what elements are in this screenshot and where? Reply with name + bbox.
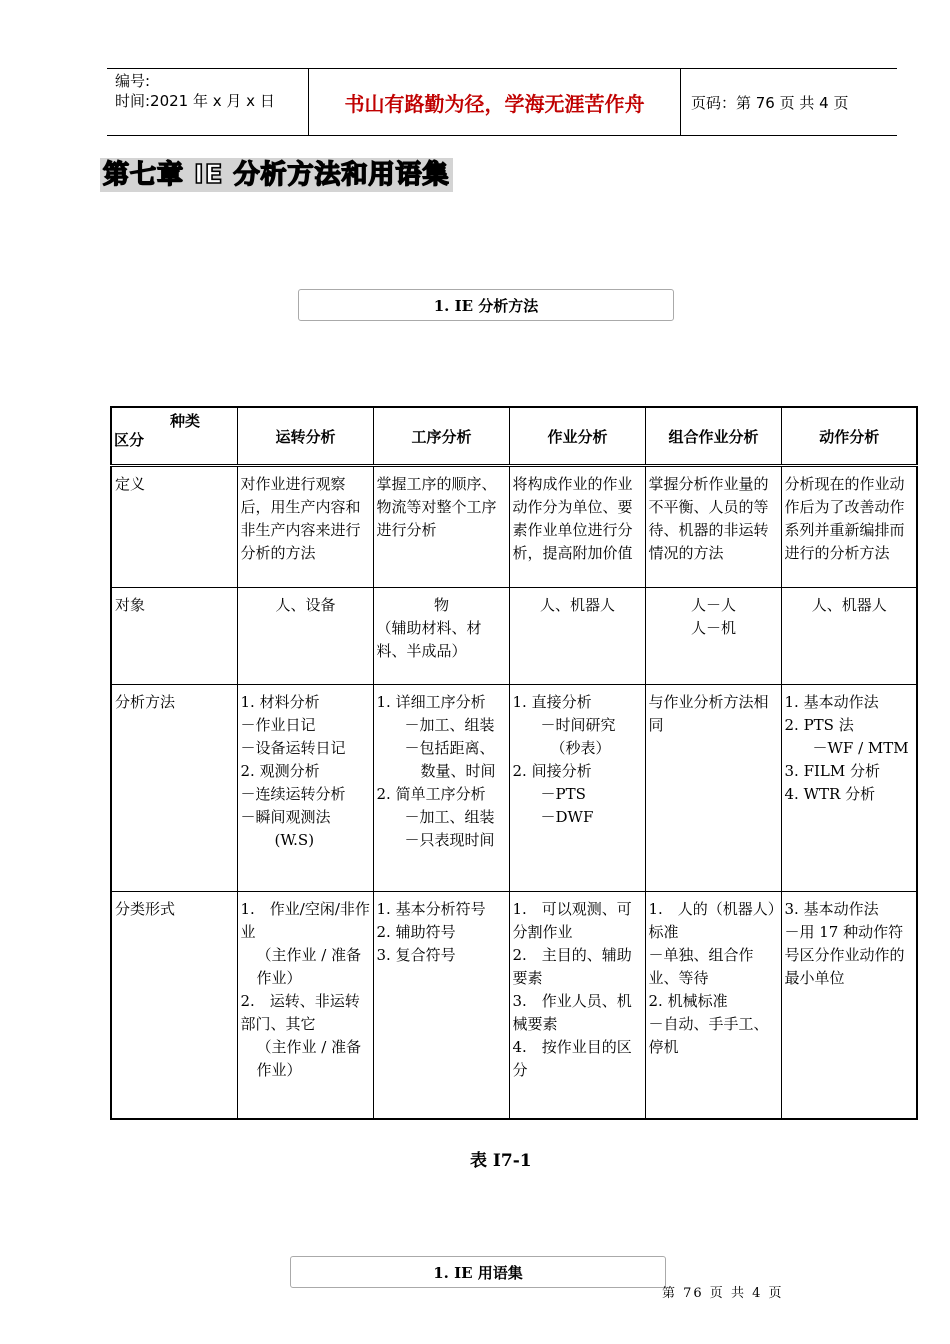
- table-cell: [373, 684, 509, 891]
- column-header: 运转分析: [237, 407, 373, 465]
- cell-line: 1. 可以观测、可分割作业: [512, 899, 632, 941]
- cell-line: －加工、组装: [404, 715, 495, 734]
- cell-line: 人－机: [690, 618, 736, 637]
- cell-line: 物: [433, 595, 449, 614]
- table-cell: [373, 587, 509, 684]
- page-header: [107, 68, 897, 136]
- table-header-row: [111, 407, 917, 465]
- column-header: 工序分析: [373, 407, 509, 465]
- table-cell: [509, 891, 645, 1119]
- table-cell: [645, 891, 781, 1119]
- cell-line: －单独、组合作业、等待: [648, 945, 754, 987]
- section-heading-analysis-methods: 1. IE 分析方法: [298, 289, 674, 321]
- cell-line: －瞬间观测法: [240, 807, 331, 826]
- cell-line: －只表现时间: [404, 830, 495, 849]
- table-cell: 掌握分析作业量的不平衡、人员的等待、机器的非运转情况的方法: [645, 465, 781, 587]
- cell-line: 数量、时间: [420, 761, 496, 780]
- corner-bottom-label: 区分: [114, 430, 145, 449]
- cell-line: 3. FILM 分析: [784, 761, 881, 780]
- cell-line: 2. 观测分析: [240, 761, 320, 780]
- cell-line: 2. 运转、非运转部门、其它: [240, 991, 360, 1033]
- chapter-title: 第七章 IE 分析方法和用语集: [100, 158, 453, 192]
- cell-line: 1. 材料分析: [240, 692, 320, 711]
- cell-line: －DWF: [540, 807, 594, 826]
- column-header: 作业分析: [509, 407, 645, 465]
- table-row-method: [111, 684, 917, 891]
- table-cell: 人、机器人: [509, 587, 645, 684]
- cell-line: （主作业 / 准备作业）: [256, 945, 362, 987]
- cell-line: 1. 作业/空闲/非作业: [240, 899, 370, 941]
- table-cell: [237, 891, 373, 1119]
- cell-line: －PTS: [540, 784, 586, 803]
- table-cell: 人、机器人: [781, 587, 917, 684]
- cell-line: (W.S): [274, 830, 315, 849]
- cell-line: （辅助材料、材料、半成品）: [376, 618, 482, 660]
- cell-line: 1. 直接分析: [512, 692, 592, 711]
- cell-line: （主作业 / 准备作业）: [256, 1037, 362, 1079]
- header-motto: 书山有路勤为径，学海无涯苦作舟: [309, 69, 681, 135]
- cell-line: －设备运转日记: [240, 738, 346, 757]
- column-header: 动作分析: [781, 407, 917, 465]
- cell-line: －作业日记: [240, 715, 316, 734]
- cell-line: 1. 详细工序分析: [376, 692, 486, 711]
- table-caption: 表 I7-1: [470, 1151, 532, 1171]
- table-cell: [373, 891, 509, 1119]
- header-meta: [107, 69, 309, 135]
- cell-line: 1. 人的（机器人）标准: [648, 899, 776, 941]
- cell-line: 2. 辅助符号: [376, 922, 456, 941]
- table-cell: [645, 587, 781, 684]
- cell-line: 2. PTS 法: [784, 715, 854, 734]
- ie-analysis-table: [110, 406, 918, 1120]
- table-cell: 与作业分析方法相同: [645, 684, 781, 891]
- cell-line: －包括距离、: [404, 738, 495, 757]
- table-cell: [781, 891, 917, 1119]
- cell-line: －自动、手手工、停机: [648, 1014, 769, 1056]
- section-heading-ie-glossary: 1. IE 用语集: [290, 1256, 666, 1288]
- cell-line: －用 17 种动作符号区分作业动作的最小单位: [784, 922, 905, 987]
- cell-line: 2. 主目的、辅助要素: [512, 945, 632, 987]
- table-cell: 将构成作业的作业动作分为单位、要素作业单位进行分析，提高附加价值: [509, 465, 645, 587]
- page-footer: 第 76 页 共 4 页: [662, 1286, 784, 1301]
- cell-line: －时间研究: [540, 715, 616, 734]
- cell-line: 2. 机械标准: [648, 991, 728, 1010]
- cell-line: －连续运转分析: [240, 784, 346, 803]
- corner-top-label: 种类: [170, 412, 201, 430]
- cell-line: 3. 复合符号: [376, 945, 456, 964]
- cell-line: 3. 作业人员、机械要素: [512, 991, 632, 1033]
- row-label: 分析方法: [111, 684, 237, 891]
- table-cell: 分析现在的作业动作后为了改善动作系列并重新编排而进行的分析方法: [781, 465, 917, 587]
- row-label: 分类形式: [111, 891, 237, 1119]
- cell-line: 人－人: [690, 595, 736, 614]
- cell-line: 1. 基本分析符号: [376, 899, 486, 918]
- table-cell: [237, 684, 373, 891]
- cell-line: 2. 简单工序分析: [376, 784, 486, 803]
- table-row-object: [111, 587, 917, 684]
- table-corner-cell: [111, 407, 237, 465]
- cell-line: 4. 按作业目的区分: [512, 1037, 632, 1079]
- row-label: 对象: [111, 587, 237, 684]
- table-cell: [781, 684, 917, 891]
- column-header: 组合作业分析: [645, 407, 781, 465]
- cell-line: 1. 基本动作法: [784, 692, 879, 711]
- cell-line: （秒表）: [550, 738, 611, 757]
- table-cell: 人、设备: [237, 587, 373, 684]
- cell-line: 4. WTR 分析: [784, 784, 876, 803]
- row-label: 定义: [111, 465, 237, 587]
- table-row-definition: [111, 465, 917, 587]
- table-cell: 对作业进行观察后，用生产内容和非生产内容来进行分析的方法: [237, 465, 373, 587]
- time-label: 时间:2021 年 x 月 x 日: [115, 92, 275, 110]
- cell-line: －WF / MTM: [812, 738, 909, 757]
- cell-line: －加工、组装: [404, 807, 495, 826]
- header-page-info: 页码：第 76 页 共 4 页: [691, 93, 849, 112]
- table-cell: [509, 684, 645, 891]
- cell-line: 2. 间接分析: [512, 761, 592, 780]
- table-row-classification: [111, 891, 917, 1119]
- cell-line: 3. 基本动作法: [784, 899, 879, 918]
- table-cell: 掌握工序的顺序、物流等对整个工序进行分析: [373, 465, 509, 587]
- number-label: 编号:: [115, 72, 151, 90]
